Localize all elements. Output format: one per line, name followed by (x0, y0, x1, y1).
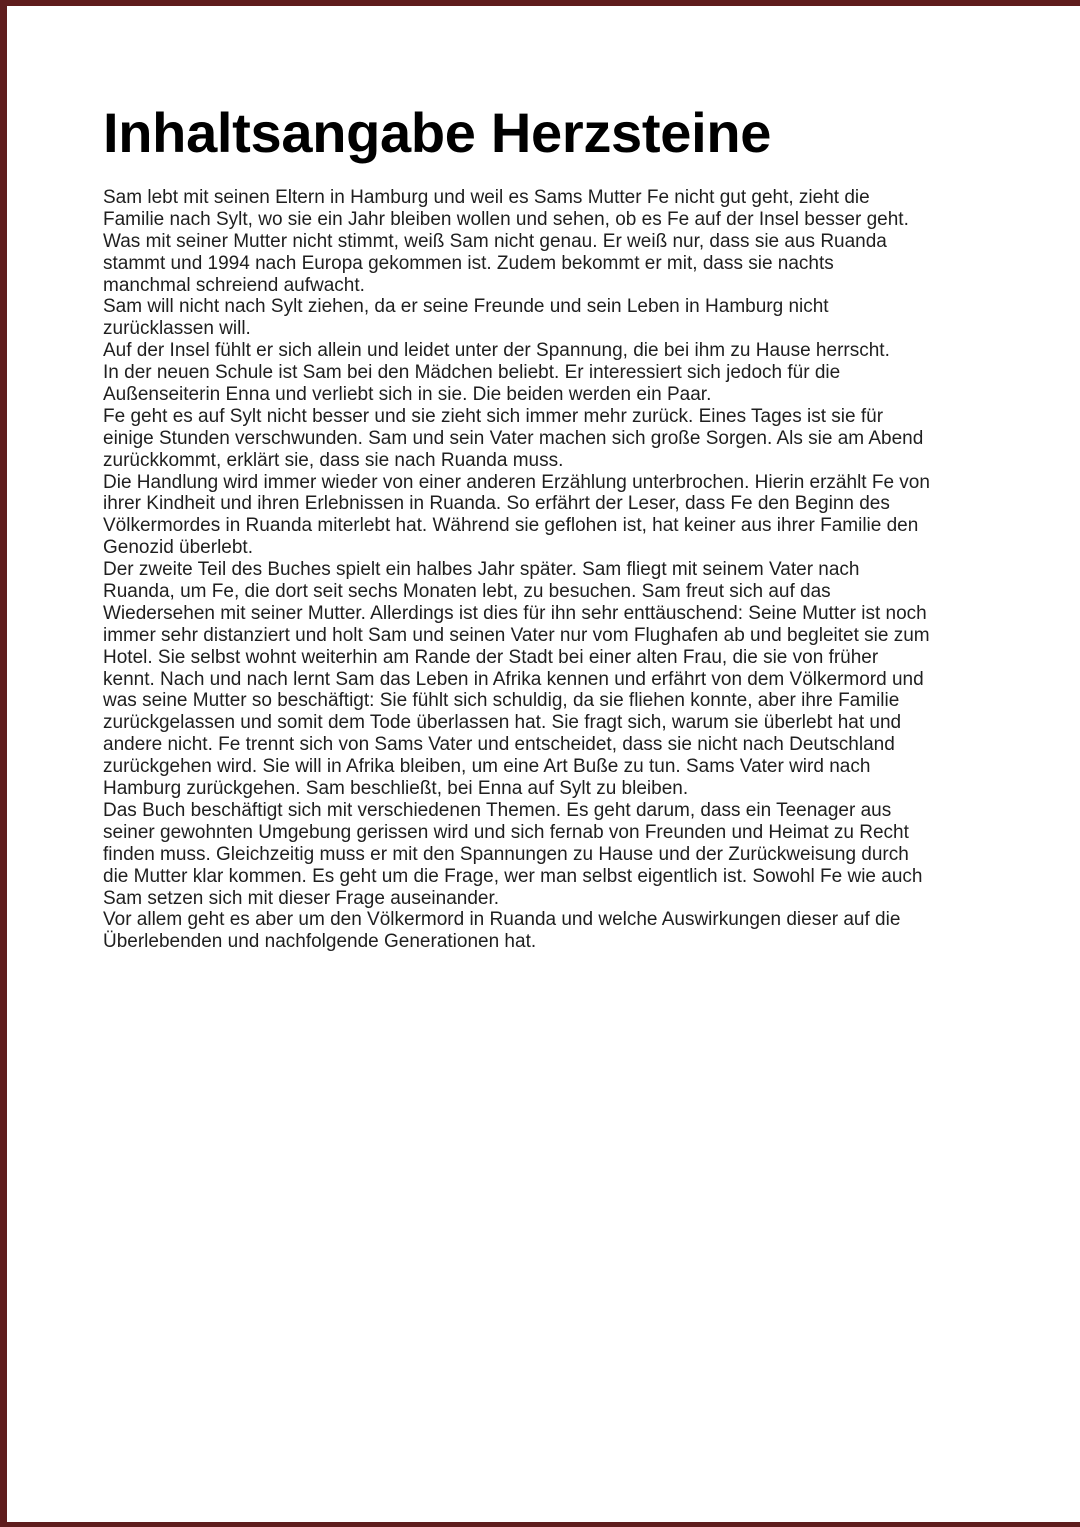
text-line: Hotel. Sie selbst wohnt weiterhin am Rande der Stadt bei einer alten Frau, die sie von früher (103, 646, 879, 668)
text-line: andere nicht. Fe trennt sich von Sams Vater und entscheidet, dass sie nicht nach Deutschland (103, 734, 895, 756)
text-line: Überlebenden und nachfolgende Generationen hat. (103, 931, 537, 953)
text-line: Das Buch beschäftigt sich mit verschiedenen Themen. Es geht darum, dass ein Teenager aus (103, 799, 892, 821)
text-line: was seine Mutter so beschäftigt: Sie fühlt sich schuldig, da sie fliehen konnte, aber ihre Familie (103, 690, 900, 712)
text-line: Sam will nicht nach Sylt ziehen, da er seine Freunde und sein Leben in Hamburg nicht (103, 296, 829, 318)
text-line: immer sehr distanziert und holt Sam und seinen Vater nur vom Flughafen ab und begleitet sie zum (103, 624, 930, 646)
text-line: Sam lebt mit seinen Eltern in Hamburg und weil es Sams Mutter Fe nicht gut geht, zieht die (103, 187, 870, 208)
text-line: Hamburg zurückgehen. Sam beschließt, bei Enna auf Sylt zu bleiben. (103, 778, 689, 800)
text-line: seiner gewohnten Umgebung gerissen wird und sich fernab von Freunden und Heimat zu Recht (103, 821, 909, 843)
text-line: Vor allem geht es aber um den Völkermord in Ruanda und welche Auswirkungen dieser auf die (103, 909, 901, 931)
text-line: einige Stunden verschwunden. Sam und sein Vater machen sich große Sorgen. Als sie am Abend (103, 427, 924, 449)
page-title: Inhaltsangabe Herzsteine (103, 101, 772, 164)
text-line: Völkermordes in Ruanda miterlebt hat. Während sie geflohen ist, hat keiner aus ihrer Familie den (103, 515, 919, 537)
text-line: zurückgelassen und somit dem Tode überlassen hat. Sie fragt sich, warum sie überlebt hat und (103, 712, 902, 734)
text-line: Die Handlung wird immer wieder von einer anderen Erzählung unterbrochen. Hierin erzählt Fe von (103, 471, 930, 493)
text-line: zurückkommt, erklärt sie, dass sie nach Ruanda muss. (103, 449, 564, 471)
text-line: Sam setzen sich mit dieser Frage auseinander. (103, 887, 500, 909)
text-line: ihrer Kindheit und ihren Erlebnissen in Ruanda. So erfährt der Leser, dass Fe den Beginn des (103, 493, 890, 515)
text-line: Was mit seiner Mutter nicht stimmt, weiß Sam nicht genau. Er weiß nur, dass sie aus Ruanda (103, 230, 887, 252)
text-line: Außenseiterin Enna und verliebt sich in sie. Die beiden werden ein Paar. (103, 384, 712, 406)
text-line: finden muss. Gleichzeitig muss er mit den Spannungen zu Hause und der Zurückweisung durch (103, 843, 909, 865)
text-line: kennt. Nach und nach lernt Sam das Leben in Afrika kennen und erfährt von dem Völkermord und (103, 668, 924, 690)
text-line: die Mutter klar kommen. Es geht um die Frage, wer man selbst eigentlich ist. Sowohl Fe wie auch (103, 865, 923, 887)
page-edge-bottom (0, 1522, 1080, 1527)
text-line: Der zweite Teil des Buches spielt ein halbes Jahr später. Sam fliegt mit seinem Vater nach (103, 559, 860, 581)
text-line: Auf der Insel fühlt er sich allein und leidet unter der Spannung, die bei ihm zu Hause herrscht. (103, 340, 890, 362)
text-line: In der neuen Schule ist Sam bei den Mädchen beliebt. Er interessiert sich jedoch für die (103, 362, 841, 384)
text-line: stammt und 1994 nach Europa gekommen ist. Zudem bekommt er mit, dass sie nachts (103, 252, 834, 274)
text-line: Fe geht es auf Sylt nicht besser und sie zieht sich immer mehr zurück. Eines Tages ist sie für (103, 405, 884, 427)
text-line: Wiedersehen mit seiner Mutter. Allerdings ist dies für ihn sehr enttäuschend: Seine Mutter ist noch (103, 602, 927, 624)
page-edge-top (0, 0, 1080, 6)
text-line: Familie nach Sylt, wo sie ein Jahr bleiben wollen und sehen, ob es Fe auf der Insel besser geht. (103, 208, 909, 230)
summary-text (103, 187, 988, 953)
text-line: Ruanda, um Fe, die dort seit sechs Monaten lebt, zu besuchen. Sam freut sich auf das (103, 581, 831, 603)
text-line: manchmal schreiend aufwacht. (103, 274, 365, 296)
text-line: Genozid überlebt. (103, 537, 253, 559)
page-edge-left (0, 0, 7, 1527)
text-line: zurückgehen wird. Sie will in Afrika bleiben, um eine Art Buße zu tun. Sams Vater wird nach (103, 756, 871, 778)
text-line: zurücklassen will. (103, 318, 251, 340)
